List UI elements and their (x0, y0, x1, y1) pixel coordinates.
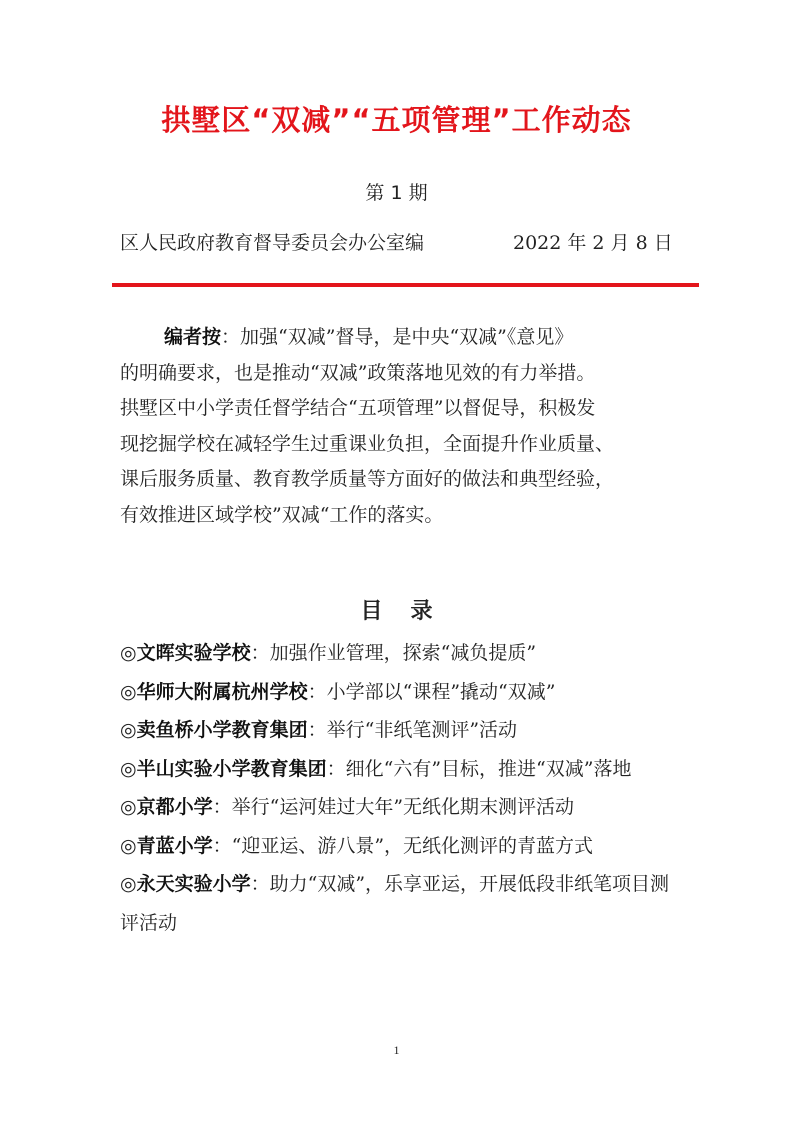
toc-description: 助力“双减”，乐享亚运，开展低段非纸笔项目测评活动 (120, 873, 670, 934)
toc-item-jingdu[interactable] (120, 788, 680, 827)
toc-description: “迎亚运、游八景”，无纸化测评的青蓝方式 (231, 834, 594, 857)
toc-description: 细化“六有”目标，推进“双减”落地 (345, 757, 632, 780)
editor-note-line (120, 320, 680, 356)
editor-note-text: 加强“双减”督导，是中央“双减”《意见》 (240, 326, 574, 348)
toc-item-wenhui[interactable] (120, 634, 680, 673)
editor-note-colon: ： (221, 326, 241, 348)
toc-school-name: 卖鱼桥小学教育集团 (136, 719, 308, 741)
toc-school-name: 文晖实验学校 (136, 642, 251, 664)
bullet-circle-icon: ◎ (120, 719, 137, 741)
editor-note-line: 课后服务质量、教育教学质量等方面好的做法和典型经验， (120, 468, 615, 491)
toc-separator: ： (326, 757, 346, 780)
toc-heading: 目录 (360, 598, 461, 624)
editor-note-line: 拱墅区中小学责任督学结合“五项管理”以督促导，积极发 (120, 397, 596, 420)
toc-item-banshan[interactable] (120, 750, 676, 789)
toc-description: 加强作业管理，探索“减负提质” (269, 642, 537, 664)
editor-note-line: 现挖掘学校在减轻学生过重课业负担，全面提升作业质量、 (120, 432, 615, 455)
editor-note-line: 的明确要求，也是推动“双减”政策落地见效的有力举措。 (120, 361, 596, 384)
publish-date: 2022 年 2 月 8 日 (513, 232, 673, 254)
toc-description: 举行“非纸笔测评”活动 (326, 719, 518, 741)
toc-item-yongtian[interactable] (120, 865, 676, 942)
toc-school-name: 青蓝小学 (136, 834, 213, 857)
toc-separator: ： (212, 796, 232, 818)
bullet-circle-icon: ◎ (120, 834, 137, 857)
bullet-circle-icon: ◎ (120, 642, 137, 664)
toc-item-qinglan[interactable] (120, 827, 680, 866)
toc-school-name: 永天实验小学 (136, 873, 251, 895)
bullet-circle-icon: ◎ (120, 796, 137, 818)
toc-school-name: 华师大附属杭州学校 (136, 680, 308, 703)
toc-item-maiyuqiao[interactable] (120, 711, 680, 750)
page-number: 1 (393, 1043, 400, 1057)
bullet-circle-icon: ◎ (120, 757, 137, 780)
toc-item-huashida[interactable] (120, 673, 680, 712)
bullet-circle-icon: ◎ (120, 873, 137, 895)
toc-separator: ： (307, 719, 327, 741)
editing-office: 区人民政府教育督导委员会办公室编 (120, 232, 425, 254)
toc-school-name: 京都小学 (136, 796, 213, 818)
toc-description: 小学部以“课程”撬动“双减” (326, 680, 556, 703)
red-divider (112, 283, 699, 287)
document-title: 拱墅区“双减”“五项管理”工作动态 (161, 103, 632, 137)
bullet-circle-icon: ◎ (120, 680, 137, 703)
editor-note-label: 编者按 (164, 326, 222, 348)
toc-school-name: 半山实验小学教育集团 (136, 757, 327, 780)
toc-description: 举行“运河娃过大年”无纸化期末测评活动 (231, 796, 575, 818)
table-of-contents (120, 634, 680, 942)
toc-separator: ： (212, 834, 232, 857)
issue-number: 第 1 期 (365, 182, 428, 204)
editor-note-line: 有效推进区域学校”双减“工作的落实。 (120, 503, 444, 526)
toc-separator: ： (250, 873, 270, 895)
editor-note (120, 320, 680, 534)
toc-separator: ： (307, 680, 327, 703)
toc-separator: ： (250, 642, 270, 664)
